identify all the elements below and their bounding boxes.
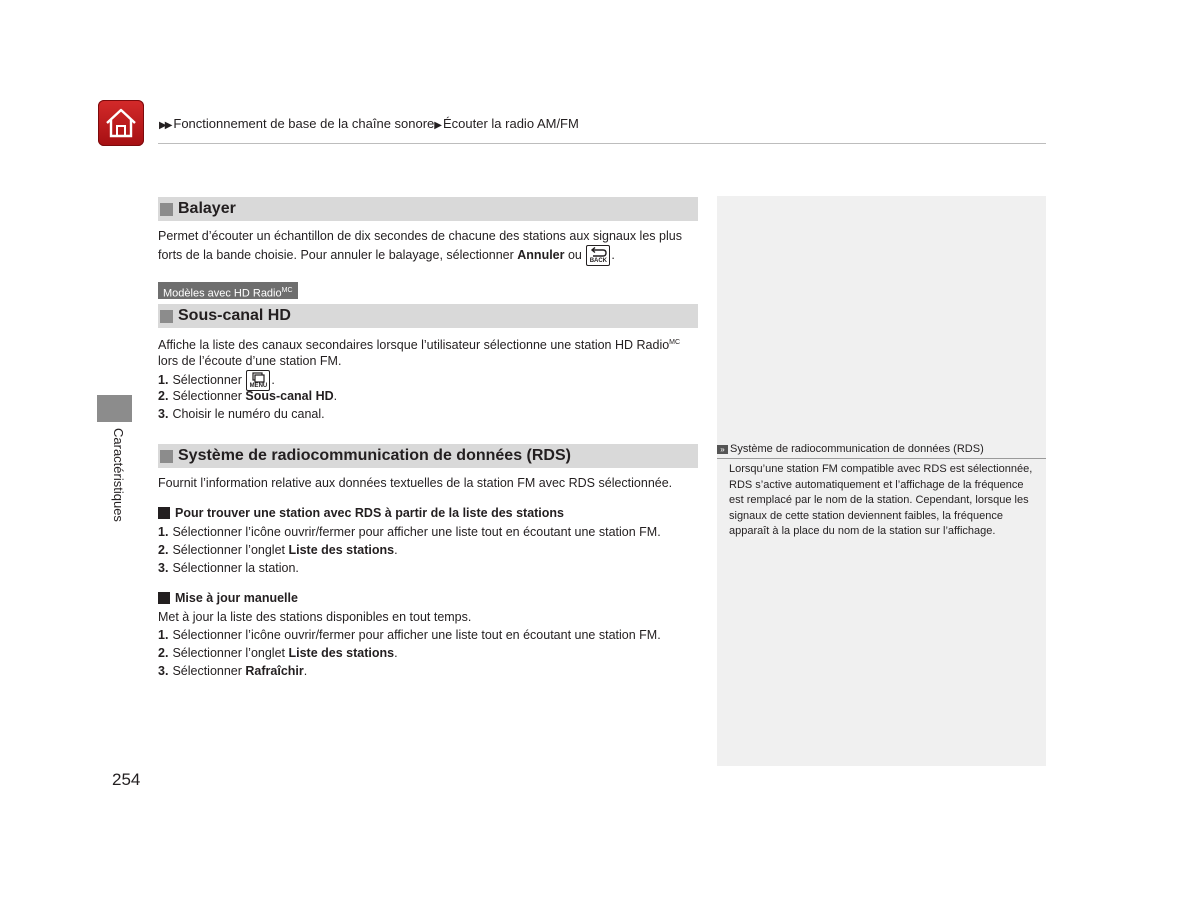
subheading-square-icon bbox=[158, 507, 170, 519]
section-title: Système de radiocommunication de données (RDS) bbox=[178, 447, 571, 464]
rds-sub1-step-1 bbox=[158, 523, 661, 541]
step-number: 1. bbox=[158, 525, 169, 539]
page-number: 254 bbox=[112, 770, 141, 789]
breadcrumb-arrows: ▶▶ bbox=[159, 120, 171, 131]
section-header-sous-canal bbox=[158, 304, 698, 328]
model-tag bbox=[158, 282, 298, 299]
step-end: . bbox=[303, 664, 308, 678]
step-text: Sélectionner l’onglet bbox=[172, 543, 289, 557]
home-icon bbox=[104, 107, 138, 139]
sous-canal-desc-line2: lors de l’écoute d’une station FM. bbox=[158, 354, 342, 368]
chapter-tab-marker bbox=[97, 395, 132, 422]
balayer-end: . bbox=[611, 247, 615, 262]
rds-sub2-step-1 bbox=[158, 626, 661, 644]
header-divider bbox=[158, 143, 1046, 144]
step-bold: Sous-canal HD bbox=[245, 389, 334, 403]
step-text: Sélectionner l’onglet bbox=[172, 646, 289, 660]
section-header-rds bbox=[158, 444, 698, 468]
rds-sub2-description: Met à jour la liste des stations disponibles en tout temps. bbox=[158, 610, 472, 624]
step-end: . bbox=[394, 646, 398, 660]
back-key-icon bbox=[586, 245, 610, 266]
breadcrumb-link-radio[interactable]: Écouter la radio AM/FM bbox=[443, 116, 579, 131]
step-text: Sélectionner l’icône ouvrir/fermer pour afficher une liste tout en écoutant une station FM. bbox=[172, 628, 661, 642]
step-text: Sélectionner l’icône ouvrir/fermer pour afficher une liste tout en écoutant une station FM. bbox=[172, 525, 661, 539]
rds-subheading-list bbox=[158, 506, 564, 520]
step-text: Sélectionner la station. bbox=[172, 561, 299, 575]
rds-sub1-step-3 bbox=[158, 559, 299, 577]
menu-key-label: MENU bbox=[249, 383, 268, 389]
rds-sub2-step-3 bbox=[158, 662, 307, 680]
step-number: 1. bbox=[158, 628, 169, 642]
step-text: Choisir le numéro du canal. bbox=[172, 407, 325, 421]
step-number: 2. bbox=[158, 646, 169, 660]
step-number: 3. bbox=[158, 407, 169, 421]
section-title: Balayer bbox=[178, 200, 236, 217]
section-title: Sous-canal HD bbox=[178, 307, 291, 324]
step-number: 2. bbox=[158, 543, 169, 557]
rds-description: Fournit l’information relative aux données textuelles de la station FM avec RDS sélectionnée. bbox=[158, 476, 673, 490]
rds-sub2-step-2 bbox=[158, 644, 398, 662]
step-end: . bbox=[333, 389, 338, 403]
section-square-icon bbox=[160, 203, 173, 216]
subheading-text: Pour trouver une station avec RDS à partir de la liste des stations bbox=[175, 506, 565, 520]
note-heading bbox=[717, 443, 1046, 459]
step-bold: Rafraîchir bbox=[245, 664, 304, 678]
step-text: Sélectionner bbox=[172, 372, 246, 387]
desc-sup: MC bbox=[669, 339, 681, 346]
note-title-text[interactable]: Système de radiocommunication de données (RDS) bbox=[730, 443, 984, 455]
back-key-label: BACK bbox=[589, 258, 608, 264]
home-button[interactable] bbox=[98, 100, 144, 146]
step-end: . bbox=[394, 543, 398, 557]
step-end: . bbox=[271, 372, 275, 387]
rds-sub1-step-2 bbox=[158, 541, 398, 559]
breadcrumb-link-audio[interactable]: Fonctionnement de base de la chaîne sonore bbox=[173, 116, 435, 131]
step-number: 3. bbox=[158, 664, 169, 678]
step-number: 1. bbox=[158, 372, 169, 387]
balayer-description bbox=[158, 227, 703, 266]
balayer-bold-annuler: Annuler bbox=[517, 247, 565, 262]
step-text: Sélectionner bbox=[172, 389, 246, 403]
step-text: Sélectionner bbox=[172, 664, 246, 678]
breadcrumb-separator: ▶ bbox=[434, 120, 440, 131]
step-number: 3. bbox=[158, 561, 169, 575]
subheading-square-icon bbox=[158, 592, 170, 604]
model-tag-sup: MC bbox=[281, 287, 293, 294]
model-tag-text: Modèles avec HD Radio bbox=[163, 287, 282, 300]
chapter-label: Caractéristiques bbox=[111, 428, 126, 522]
step-number: 2. bbox=[158, 389, 169, 403]
sous-canal-step-3 bbox=[158, 405, 325, 423]
step-bold: Liste des stations bbox=[288, 646, 395, 660]
section-header-balayer bbox=[158, 197, 698, 221]
sous-canal-step-2 bbox=[158, 387, 337, 405]
section-square-icon bbox=[160, 310, 173, 323]
note-reference-icon: » bbox=[717, 445, 728, 454]
desc-text: Affiche la liste des canaux secondaires lorsque l’utilisateur sélectionne une station HD Radio bbox=[158, 338, 670, 353]
balayer-text-or: ou bbox=[564, 247, 586, 262]
section-square-icon bbox=[160, 450, 173, 463]
breadcrumb bbox=[159, 116, 579, 131]
step-bold: Liste des stations bbox=[288, 543, 395, 557]
balayer-text: Permet d’écouter un échantillon de dix secondes de chacune des stations aux signaux les plus forts de la bande choisie. Pour annuler le balayage, sélectionner bbox=[158, 229, 682, 262]
subheading-text: Mise à jour manuelle bbox=[175, 591, 298, 605]
rds-subheading-manual bbox=[158, 591, 298, 605]
note-body: Lorsqu’une station FM compatible avec RDS est sélectionnée, RDS s’active automatiquement et l’affichage de la fréquence est remplacé par le nom de la station. Cependant, lorsque les signaux de cette station deviennent faibles, la fréquence apparaît à la place du nom de la station sur l’affichage. bbox=[729, 463, 1033, 537]
